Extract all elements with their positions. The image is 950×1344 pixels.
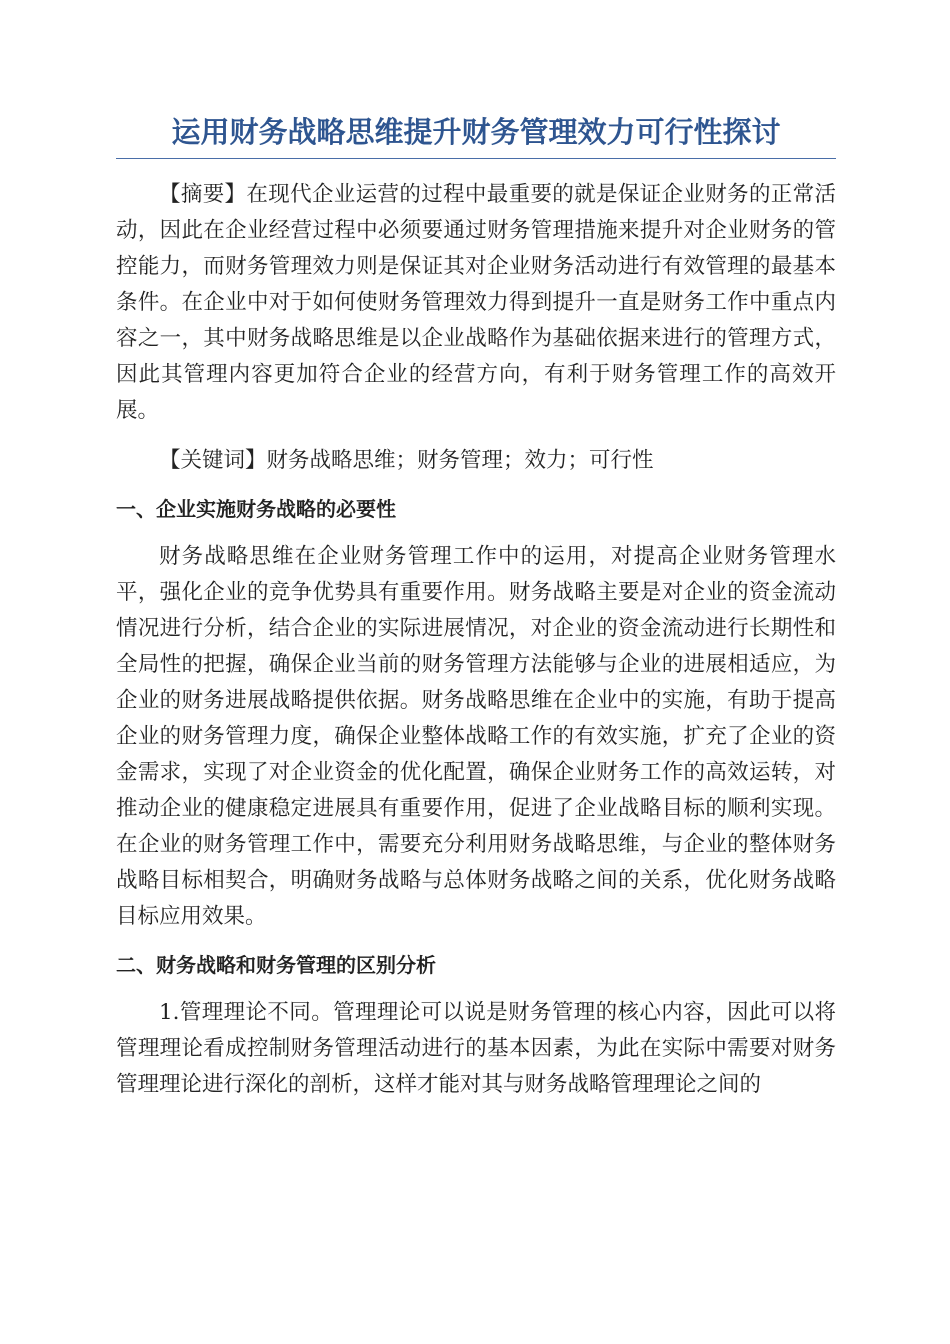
section-1: [116, 491, 836, 935]
section-paragraph: 1.管理理论不同。管理理论可以说是财务管理的核心内容，因此可以将管理理论看成控制财务管理活动进行的基本因素，为此在实际中需要对财务管理理论进行深化的剖析，这样才能对其与财务战略管理理论之间的: [116, 1000, 836, 1097]
abstract-paragraph: 【摘要】在现代企业运营的过程中最重要的就是保证企业财务的正常活动，因此在企业经营过程中必须要通过财务管理措施来提升对企业财务的管控能力，而财务管理效力则是保证其对企业财务活动进行有效管理的最基本条件。在企业中对于如何使财务管理效力得到提升一直是财务工作中重点内容之一，其中财务战略思维是以企业战略作为基础依据来进行的管理方式，因此其管理内容更加符合企业的经营方向，有利于财务管理工作的高效开展。: [116, 182, 836, 423]
section-paragraph: 财务战略思维在企业财务管理工作中的运用，对提高企业财务管理水平，强化企业的竞争优势具有重要作用。财务战略主要是对企业的资金流动情况进行分析，结合企业的实际进展情况，对企业的资金流动进行长期性和全局性的把握，确保企业当前的财务管理方法能够与企业的进展相适应，为企业的财务进展战略提供依据。财务战略思维在企业中的实施，有助于提高企业的财务管理力度，确保企业整体战略工作的有效实施，扩充了企业的资金需求，实现了对企业资金的优化配置，确保企业财务工作的高效运转，对推动企业的健康稳定进展具有重要作用，促进了企业战略目标的顺利实现。在企业的财务管理工作中，需要充分利用财务战略思维，与企业的整体财务战略目标相契合，明确财务战略与总体财务战略之间的关系，优化财务战略目标应用效果。: [116, 544, 836, 929]
document-page: [116, 110, 836, 1115]
document-title: 运用财务战略思维提升财务管理效力可行性探讨: [171, 115, 781, 149]
section-heading: 一、企业实施财务战略的必要性: [116, 497, 396, 521]
section-heading: 二、财务战略和财务管理的区别分析: [116, 953, 436, 977]
title-underline: [116, 158, 836, 159]
section-2: [116, 947, 836, 1103]
keywords-paragraph: 【关键词】财务战略思维；财务管理；效力；可行性: [159, 448, 654, 473]
